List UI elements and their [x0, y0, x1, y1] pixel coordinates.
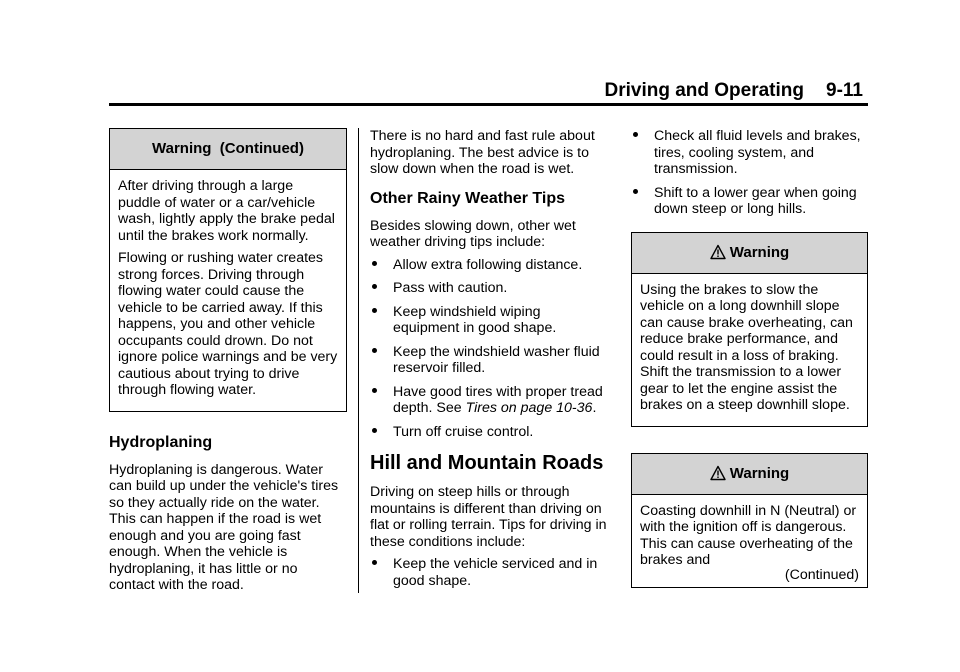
warning-text: Using the brakes to slow the vehicle on a long downhill slope can cause brake overheating, can reduce brake performance, and could result in a loss of braking. Shift the transmission to a lower gear to let the engine assist the brakes on a steep downhill slope.	[640, 281, 853, 413]
page-header	[604, 80, 863, 102]
warning-title: Warning	[729, 243, 790, 261]
list-item: Shift to a lower gear when going down steep or long hills.	[631, 185, 868, 218]
hill-tips-list	[370, 556, 610, 589]
warning-title: Warning (Continued)	[110, 129, 346, 170]
tires-tip-text: Have good tires with proper tread depth. See	[393, 383, 603, 416]
warning-header	[632, 454, 867, 495]
list-item: Keep windshield wiping equipment in good shape.	[370, 304, 610, 337]
warning-paragraph: After driving through a large puddle of water or a car/vehicle wash, lightly apply the brake pedal until the brakes work normally.	[118, 178, 335, 244]
rainy-tips-heading: Other Rainy Weather Tips	[370, 189, 566, 207]
hydroplaning-text: Hydroplaning is dangerous. Water can build up under the vehicle's tires so they actually ride on the water. This can happen if the road is wet enough and you are going fast enough. When the vehicle is hydroplaning, it has little or no contact with the road.	[109, 461, 339, 593]
list-item: Keep the windshield washer fluid reservoir filled.	[370, 344, 610, 377]
column-2	[370, 128, 610, 596]
warning-icon	[710, 465, 726, 481]
column-3	[631, 128, 868, 588]
rainy-tips-intro: Besides slowing down, other wet weather driving tips include:	[370, 217, 576, 250]
warning-body	[632, 274, 867, 426]
continued-label: (Continued)	[784, 566, 859, 583]
warning-body	[632, 495, 867, 588]
tires-cross-reference[interactable]: Tires on page 10-36	[465, 400, 593, 416]
header-rule	[109, 103, 868, 106]
warning-title: Warning	[729, 464, 790, 482]
list-item: Check all fluid levels and brakes, tires, cooling system, and transmission.	[631, 128, 868, 178]
list-item: Pass with caution.	[370, 280, 610, 297]
list-item: Turn off cruise control.	[370, 424, 610, 441]
warning-body	[110, 170, 346, 411]
column-1	[109, 128, 347, 600]
column-divider	[358, 128, 359, 593]
page-number: 9-11	[826, 80, 863, 101]
warning-header	[632, 233, 867, 274]
section-title: Driving and Operating	[604, 80, 805, 101]
warning-box-coasting	[631, 453, 868, 589]
hill-mountain-intro: Driving on steep hills or through mountains is different than driving on flat or rolling terrain. Tips for driving in these conditions include:	[370, 484, 607, 550]
hydroplaning-advice: There is no hard and fast rule about hydroplaning. The best advice is to slow down when the road is wet.	[370, 128, 595, 177]
list-item: Keep the vehicle serviced and in good shape.	[370, 556, 610, 589]
hill-tips-list-continued	[631, 128, 868, 218]
warning-icon	[710, 244, 726, 260]
list-item: Allow extra following distance.	[370, 257, 610, 274]
warning-paragraph: Flowing or rushing water creates strong forces. Driving through flowing water could cause the vehicle to be carried away. If this happens, you and other vehicle occupants could drown. Do not ignore police warnings and be very cautious about trying to drive through flowing water.	[118, 250, 338, 398]
hill-mountain-heading: Hill and Mountain Roads	[370, 452, 604, 474]
hydroplaning-heading: Hydroplaning	[109, 433, 213, 451]
rainy-tips-list	[370, 257, 610, 441]
warning-continued-box	[109, 128, 347, 412]
warning-text: Coasting downhill in N (Neutral) or with the ignition off is dangerous. This can cause overheating of the brakes and	[640, 502, 857, 568]
tires-tip-period: .	[592, 400, 597, 416]
list-item	[370, 384, 610, 417]
warning-box-brakes	[631, 232, 868, 427]
